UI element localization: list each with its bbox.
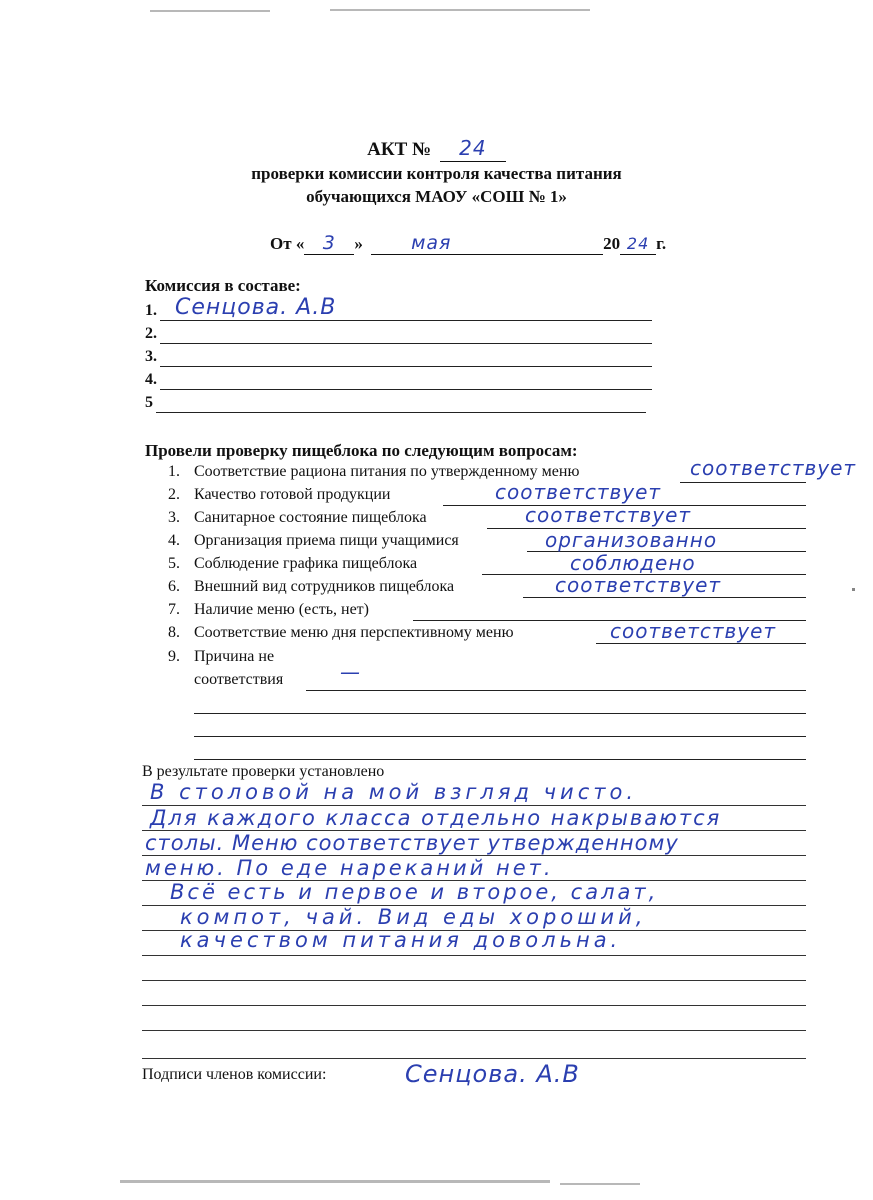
result-line: [142, 1005, 806, 1006]
result-heading: В результате проверки установлено: [142, 763, 385, 780]
question-8-answer: соответствует: [610, 619, 777, 643]
scan-speck: [330, 9, 590, 11]
question-3-num: 3.: [168, 509, 180, 526]
question-2-num: 2.: [168, 486, 180, 503]
result-text-5: Всё есть и первое и второе, салат,: [170, 880, 659, 904]
question-9-text-1: Причина не: [194, 648, 275, 665]
question-6-line: [523, 597, 806, 598]
member-2-line: [160, 343, 652, 344]
member-3-num: 3.: [145, 348, 157, 365]
question-4-answer: организованно: [545, 528, 718, 552]
question-8-text: Соответствие меню дня перспективному меню: [194, 624, 514, 641]
question-2-answer: соответствует: [495, 480, 662, 504]
scan-speck: [852, 588, 855, 591]
question-1-num: 1.: [168, 463, 180, 480]
result-line: [142, 955, 806, 956]
question-9-line-2: [194, 713, 806, 714]
question-5-text: Соблюдение графика пищеблока: [194, 555, 418, 572]
question-5-num: 5.: [168, 555, 180, 572]
question-7-text: Наличие меню (есть, нет): [194, 601, 369, 618]
question-1-line: [680, 482, 806, 483]
result-line: [142, 1058, 806, 1059]
date-year-suffix: 24: [626, 234, 650, 253]
act-title: [0, 136, 873, 162]
question-6-num: 6.: [168, 578, 180, 595]
scan-speck: [560, 1183, 640, 1185]
act-number: 24: [459, 136, 487, 160]
result-line: [142, 1030, 806, 1031]
commission-heading: Комиссия в составе:: [145, 276, 301, 295]
question-5-answer: соблюдено: [570, 551, 696, 575]
member-4-line: [160, 389, 652, 390]
member-1-line: [160, 320, 652, 321]
act-number-field: [440, 136, 506, 162]
question-6-answer: соответствует: [555, 573, 722, 597]
scan-speck: [150, 10, 270, 12]
date-line: [270, 232, 666, 255]
question-9-line-4: [194, 759, 806, 760]
result-text-3: столы. Меню соответствует утвержденному: [145, 831, 679, 855]
subtitle-line-2: обучающихся МАОУ «СОШ № 1»: [306, 187, 567, 206]
member-1-name: Сенцова. А.В: [175, 295, 337, 320]
question-6-text: Внешний вид сотрудников пищеблока: [194, 578, 455, 595]
question-4-text: Организация приема пищи учащимися: [194, 532, 459, 549]
date-month: мая: [411, 232, 452, 254]
question-8-num: 8.: [168, 624, 180, 641]
question-3-answer: соответствует: [525, 503, 692, 527]
act-label: АКТ №: [367, 139, 432, 160]
result-text-7: качеством питания довольна.: [180, 928, 622, 952]
question-4-num: 4.: [168, 532, 180, 549]
question-9-text-2: соответствия: [194, 671, 284, 688]
date-year-end: г.: [656, 234, 667, 253]
date-day: 3: [322, 232, 336, 254]
question-2-text: Качество готовой продукции: [194, 486, 391, 503]
inspection-heading: Провели проверку пищеблока по следующим вопросам:: [145, 441, 578, 460]
result-line: [142, 980, 806, 981]
signature: Сенцова. А.В: [405, 1060, 580, 1088]
member-5-line: [156, 412, 646, 413]
member-2-num: 2.: [145, 325, 157, 342]
date-month-field: [371, 232, 603, 255]
member-3-line: [160, 366, 652, 367]
question-9-line-1: [306, 690, 806, 691]
result-text-1: В столовой на мой взгляд чисто.: [150, 780, 637, 804]
question-8-line: [596, 643, 806, 644]
question-1-answer: соответствует: [690, 456, 857, 480]
question-9-answer: —: [340, 660, 361, 684]
date-close-quote: »: [354, 234, 363, 253]
question-1-text: Соответствие рациона питания по утвержденному меню: [194, 463, 580, 480]
result-text-2: Для каждого класса отдельно накрываются: [150, 806, 722, 830]
question-9-num: 9.: [168, 648, 180, 665]
date-year-field: [620, 234, 656, 255]
member-5-num: 5: [145, 394, 153, 411]
scan-speck: [120, 1180, 550, 1183]
member-4-num: 4.: [145, 371, 157, 388]
date-day-field: [304, 232, 354, 255]
question-9-line-3: [194, 736, 806, 737]
question-7-num: 7.: [168, 601, 180, 618]
member-1-num: 1.: [145, 302, 157, 319]
subtitle-line-1: проверки комиссии контроля качества питания: [251, 164, 622, 183]
date-year-prefix: 20: [603, 234, 621, 253]
result-text-6: компот, чай. Вид еды хороший,: [180, 905, 647, 929]
question-3-text: Санитарное состояние пищеблока: [194, 509, 427, 526]
signatures-label: Подписи членов комиссии:: [142, 1066, 327, 1083]
result-text-4: меню. По еде нареканий нет.: [145, 856, 554, 880]
date-prefix: От «: [270, 234, 305, 253]
